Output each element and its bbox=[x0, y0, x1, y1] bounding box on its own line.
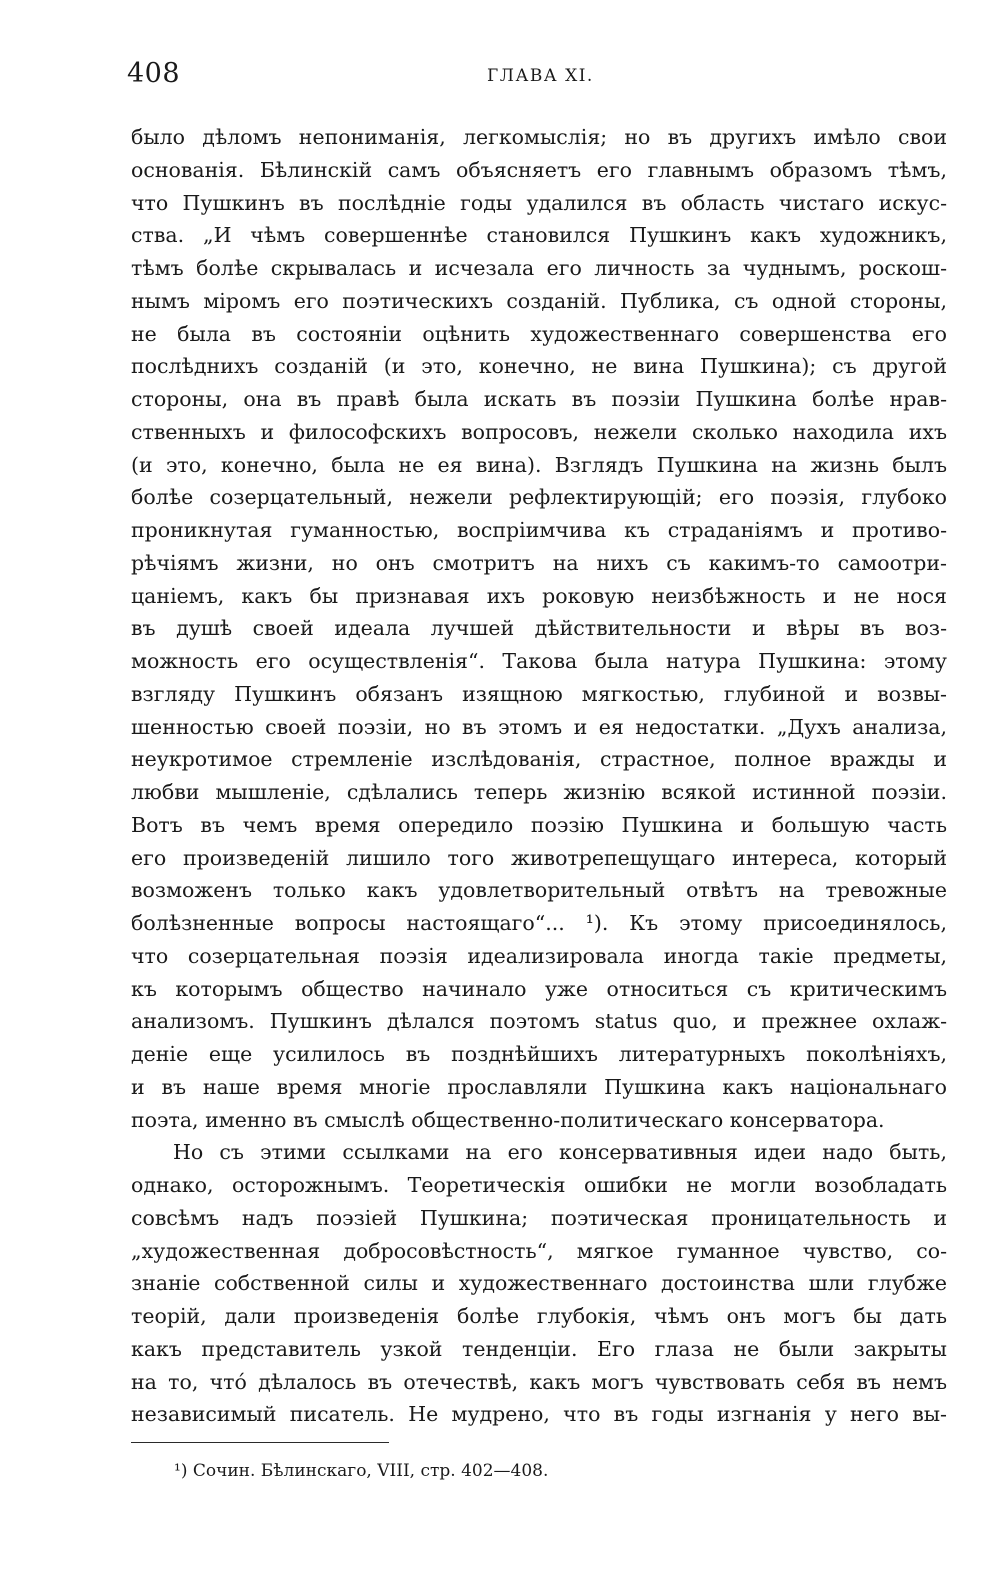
text-line: деніе еще усилилось въ позднѣйшихъ литературныхъ поколѣніяхъ, bbox=[131, 1042, 947, 1066]
text-line: теорій, дали произведенія болѣе глубокія, чѣмъ онъ могъ бы дать bbox=[131, 1304, 947, 1328]
text-line: знаніе собственной силы и художественнаго достоинства шли глубже bbox=[131, 1271, 947, 1296]
footnote: ¹) Сочин. Бѣлинскаго, VIII, стр. 402—408. bbox=[174, 1461, 549, 1481]
text-line: „художественная добросовѣстность“, мягкое гуманное чувство, со- bbox=[131, 1238, 947, 1263]
text-line: можность его осуществленія“. Такова была натура Пушкина: этому bbox=[131, 649, 947, 673]
text-line: къ которымъ общество начинало уже относиться съ критическимъ bbox=[131, 976, 947, 1001]
text-line: что Пушкинъ въ послѣдніе годы удалился въ область чистаго искус- bbox=[131, 190, 947, 215]
page-header bbox=[127, 58, 947, 98]
text-line: взгляду Пушкинъ обязанъ изящною мягкостью, глубиной и возвы- bbox=[131, 681, 947, 706]
text-line: тѣмъ болѣе скрывалась и исчезала его личность за чуднымъ, роскош- bbox=[131, 256, 947, 280]
text-line: основанія. Бѣлинскій самъ объясняетъ его главнымъ образомъ тѣмъ, bbox=[131, 157, 947, 182]
text-line: рѣчіямъ жизни, но онъ смотритъ на нихъ съ какимъ-то самоотри- bbox=[131, 550, 947, 575]
text-line: стороны, она въ правѣ была искать въ поэзіи Пушкина болѣе нрав- bbox=[131, 387, 947, 411]
text-line: независимый писатель. Не мудрено, что въ годы изгнанія у него вы- bbox=[131, 1402, 947, 1427]
text-line: возможенъ только какъ удовлетворительный отвѣтъ на тревожные bbox=[131, 878, 947, 903]
text-line: послѣднихъ созданій (и это, конечно, не вина Пушкина); съ другой bbox=[131, 354, 947, 379]
text-line: Вотъ въ чемъ время опередило поэзію Пушкина и большую часть bbox=[131, 812, 947, 837]
text-line: его произведеній лишило того животрепещущаго интереса, который bbox=[131, 845, 947, 870]
text-line: ственныхъ и философскихъ вопросовъ, нежели сколько находила ихъ bbox=[131, 419, 947, 444]
text-line: шенностью своей поэзіи, но въ этомъ и ея недостатки. „Духъ анализа, bbox=[131, 714, 947, 739]
text-line: поэта, именно въ смыслѣ общественно-политическаго консерватора. bbox=[131, 1107, 885, 1132]
text-line: какъ представитель узкой тенденціи. Его глаза не были закрыты bbox=[131, 1336, 947, 1361]
text-line: и въ наше время многіе прославляли Пушкина какъ національнаго bbox=[131, 1074, 947, 1099]
text-line: анализомъ. Пушкинъ дѣлался поэтомъ status quo, и прежнее охлаж- bbox=[131, 1009, 947, 1034]
text-line: не была въ состояніи оцѣнить художественнаго совершенства его bbox=[131, 321, 947, 346]
text-line: было дѣломъ непониманія, легкомыслія; но въ другихъ имѣло свои bbox=[131, 125, 947, 149]
text-line: Но съ этими ссылками на его консервативныя идеи надо быть, bbox=[173, 1140, 947, 1165]
text-line: нымъ міромъ его поэтическихъ созданій. Публика, съ одной стороны, bbox=[131, 288, 947, 313]
text-line: болѣе созерцательный, нежели рефлектирующій; его поэзія, глубоко bbox=[131, 485, 947, 510]
text-line: совсѣмъ надъ поэзіей Пушкина; поэтическая проницательность и bbox=[131, 1205, 947, 1230]
text-line: что созерцательная поэзія идеализировала иногда такіе предметы, bbox=[131, 943, 947, 968]
text-line: ства. „И чѣмъ совершеннѣе становился Пушкинъ какъ художникъ, bbox=[131, 223, 947, 248]
text-line: цаніемъ, какъ бы признавая ихъ роковую неизбѣжность и не нося bbox=[131, 583, 947, 608]
text-line: болѣзненные вопросы настоящаго“... ¹). Къ этому присоединялось, bbox=[131, 911, 947, 935]
text-line: (и это, конечно, была не ея вина). Взглядъ Пушкина на жизнь былъ bbox=[131, 452, 947, 477]
text-line: однако, осторожнымъ. Теоретическія ошибки не могли возобладать bbox=[131, 1173, 947, 1197]
text-line: проникнутая гуманностью, воспріимчива къ страданіямъ и противо- bbox=[131, 518, 947, 542]
text-line: неукротимое стремленіе изслѣдованія, страстное, полное вражды и bbox=[131, 747, 947, 772]
text-line: на то, что́ дѣлалось въ отечествѣ, какъ могъ чувствовать себя въ немъ bbox=[131, 1369, 947, 1394]
page-number: 408 bbox=[127, 58, 181, 89]
body-text bbox=[131, 121, 947, 1431]
footnote-divider bbox=[131, 1442, 389, 1443]
running-title: ГЛАВА XI. bbox=[487, 66, 594, 86]
text-line: любви мышленіе, сдѣлались теперь жизнію всякой истинной поэзіи. bbox=[131, 780, 947, 804]
text-line: въ душѣ своей идеала лучшей дѣйствительности и вѣры въ воз- bbox=[131, 616, 947, 641]
